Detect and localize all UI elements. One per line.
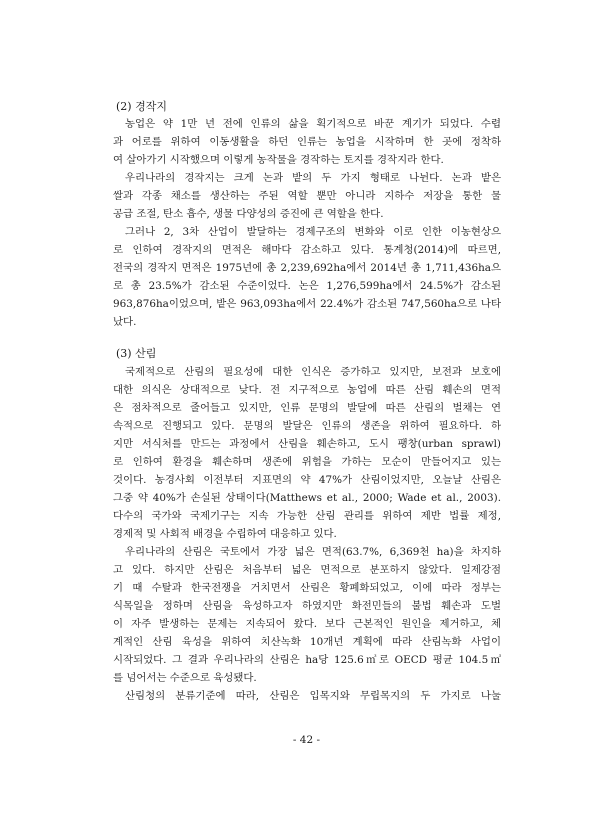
paragraph-line: 이 자주 발생하는 문제는 지속되어 왔다. 보다 근본적인 원인을 제거하고, 체 <box>113 618 501 630</box>
paragraph-line: 지만 서식처를 만드는 과정에서 산림을 훼손하고, 도시 팽창(urban sprawl) <box>113 438 501 450</box>
paragraph-line: 로 인하여 경작지의 면적은 해마다 감소하고 있다. 통계청(2014)에 따르면, <box>113 244 501 256</box>
paragraph-line: 식목일을 정하며 산림을 육성하고자 하였지만 화전민들의 불법 훼손과 도벌 <box>113 600 501 612</box>
paragraph-line: 농업은 약 1만 년 전에 인류의 삶을 획기적으로 바꾼 계기가 되었다. 수렵 <box>125 118 501 130</box>
paragraph-line: 것이다. 농경사회 이전부터 지표면의 약 47%가 산림이었지만, 오늘날 산림은 <box>113 474 501 486</box>
paragraph-line: 그러나 2, 3차 산업이 발달하는 경제구조의 변화와 이로 인한 이농현상으 <box>125 226 501 238</box>
paragraph-line: 기 때 수탈과 한국전쟁을 거치면서 산림은 황폐화되었고, 이에 따라 정부는 <box>113 582 501 594</box>
paragraph-line: 그중 약 40%가 손실된 상태이다(Matthews et al., 2000; Wade et al., 2003). <box>113 492 501 504</box>
paragraph-line: 여 살아가기 시작했으며 이렇게 농작물을 경작하는 토지를 경작지라 한다. <box>113 154 444 166</box>
paragraph-line: 시작되었다. 그 결과 우리나라의 산림은 ha당 125.6㎥로 OECD 평균 104.5㎥ <box>113 654 501 666</box>
paragraph-line: 과 어로를 위하여 이동생활을 하던 인류는 농업을 시작하며 한 곳에 정착하 <box>113 136 501 148</box>
paragraph-line: 963,876ha이었으며, 밭은 963,093ha에서 22.4%가 감소된 747,560ha으로 나타 <box>113 298 501 310</box>
paragraph-line: 공급 조절, 탄소 흡수, 생물 다양성의 증진에 큰 역할을 한다. <box>113 208 384 220</box>
paragraph-line: 대한 의식은 상대적으로 낮다. 전 지구적으로 농업에 따른 산림 훼손의 면적 <box>113 384 501 396</box>
paragraph-line: 다수의 국가와 국제기구는 지속 가능한 산림 관리를 위하여 제반 법률 제정, <box>113 510 501 522</box>
paragraph-line: 전국의 경작지 면적은 1975년에 총 2,239,692ha에서 2014년 총 1,711,436ha으 <box>113 262 501 274</box>
section-heading-cropland: (2) 경작지 <box>116 100 167 113</box>
paragraph-line: 속적으로 진행되고 있다. 문명의 발달은 인류의 생존을 위하여 필요하다. 하 <box>113 420 501 432</box>
page-number: - 42 - <box>292 734 321 746</box>
paragraph-line: 경제적 및 사회적 배경을 수립하여 대응하고 있다. <box>113 528 337 540</box>
paragraph-line: 우리나라의 산림은 국토에서 가장 넓은 면적(63.7%, 6,369천 ha)을 차지하 <box>125 546 501 558</box>
paragraph-line: 로 인하여 환경을 훼손하며 생존에 위험을 가하는 모순이 만들어지고 있는 <box>113 456 501 468</box>
paragraph-line: 쌀과 각종 채소를 생산하는 주된 역할 뿐만 아니라 지하수 저장을 통한 물 <box>113 190 501 202</box>
paragraph-line: 은 점차적으로 줄어들고 있지만, 인류 문명의 발달에 따른 산림의 벌채는 연 <box>113 402 501 414</box>
paragraph-line: 산림청의 분류기준에 따라, 산림은 입목지와 무립목지의 두 가지로 나눌 <box>125 690 501 702</box>
paragraph-line: 났다. <box>113 316 137 328</box>
paragraph-line: 고 있다. 하지만 산림은 처음부터 넓은 면적으로 분포하지 않았다. 일제강점 <box>113 564 501 576</box>
paragraph-line: 를 넘어서는 수준으로 육성됐다. <box>113 672 257 684</box>
paragraph-line: 국제적으로 산림의 필요성에 대한 인식은 증가하고 있지만, 보전과 보호에 <box>125 366 501 378</box>
paragraph-line: 우리나라의 경작지는 크게 논과 밭의 두 가지 형태로 나뉜다. 논과 밭은 <box>125 172 501 184</box>
paragraph-line: 로 총 23.5%가 감소된 수준이었다. 논은 1,276,599ha에서 24.5%가 감소된 <box>113 280 501 292</box>
paragraph-line: 계적인 산림 육성을 위하여 치산녹화 10개년 계획에 따라 산림녹화 사업이 <box>113 636 501 648</box>
section-heading-forest: (3) 산림 <box>116 347 157 360</box>
